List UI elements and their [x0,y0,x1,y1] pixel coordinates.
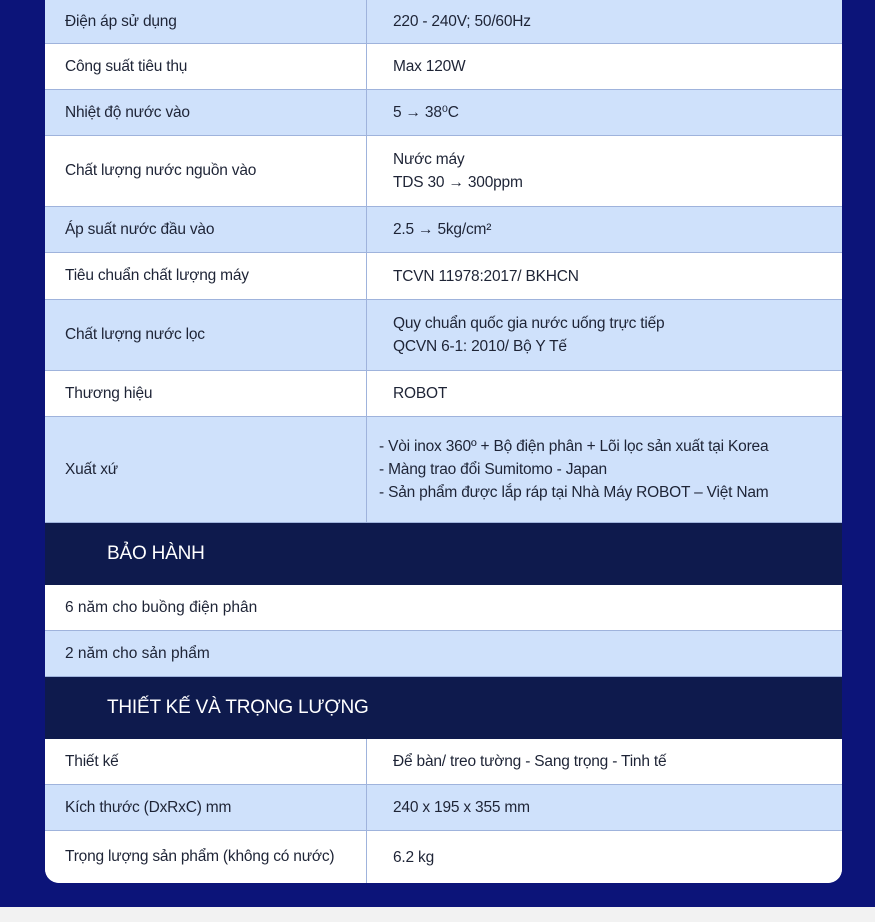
spec-value [393,0,833,43]
column-divider [366,831,367,883]
spec-label: Công suất tiêu thụ [65,57,188,75]
spec-value-line: - Vòi inox 360º + Bộ điện phân + Lõi lọc sản xuất tại Korea [379,438,769,455]
spec-row-input-pressure [45,207,842,253]
design-row-dimensions [45,785,842,831]
spec-row-brand [45,371,842,417]
spec-value [379,417,819,522]
spec-label: Thương hiệu [65,384,153,402]
warranty-item: 6 năm cho buồng điện phân [65,598,258,616]
spec-value [393,831,833,883]
design-row-design [45,739,842,785]
spec-row-filtered-water-quality [45,300,842,371]
spec-value [393,207,833,252]
spec-value-line: Nước máy [393,151,465,168]
column-divider [366,90,367,135]
column-divider [366,44,367,89]
spec-label: Thiết kế [65,752,119,770]
spec-value [393,371,833,416]
spec-value-line: TCVN 11978:2017/ BKHCN [393,267,579,285]
design-row-weight [45,831,842,883]
spec-row-source-water-quality [45,136,842,207]
bottom-strip [0,907,875,922]
column-divider [366,417,367,522]
spec-value [393,136,833,206]
spec-value-line: TDS 30 → 300ppm [393,174,523,191]
spec-value-line: QCVN 6-1: 2010/ Bộ Y Tế [393,338,567,355]
spec-row-quality-standard [45,253,842,300]
spec-label: Chất lượng nước lọc [65,326,205,343]
spec-label: Áp suất nước đầu vào [65,220,215,238]
spec-row-power [45,44,842,90]
column-divider [366,739,367,784]
design-weight-header [45,677,842,739]
spec-value-line: 5 → 38⁰C [393,104,459,121]
spec-label: Xuất xứ [65,460,118,478]
spec-value [393,300,833,370]
spec-value-line: 6.2 kg [393,848,435,866]
spec-value-line: - Màng trao đổi Sumitomo - Japan [379,461,607,478]
spec-value-line: Max 120W [393,58,466,75]
spec-value [393,739,833,784]
spec-value [393,44,833,89]
column-divider [366,0,367,43]
column-divider [366,207,367,252]
column-divider [366,785,367,830]
spec-row-water-temperature [45,90,842,136]
spec-value-line: 220 - 240V; 50/60Hz [393,13,531,30]
column-divider [366,136,367,206]
spec-label: Điện áp sử dụng [65,12,177,30]
column-divider [366,300,367,370]
spec-value [393,253,833,299]
spec-value [393,90,833,135]
column-divider [366,371,367,416]
spec-value-line: Quy chuẩn quốc gia nước uống trực tiếp [393,315,665,332]
warranty-item: 2 năm cho sản phẩm [65,644,210,662]
warranty-row [45,631,842,677]
section-title: BẢO HÀNH [107,543,205,564]
column-divider [366,253,367,299]
spec-label: Kích thước (DxRxC) mm [65,798,232,816]
spec-value [393,785,833,830]
warranty-row [45,585,842,631]
spec-value-line: ROBOT [393,385,448,402]
spec-label: Trọng lượng sản phẩm (không có nước) [65,848,335,865]
warranty-header [45,523,842,585]
spec-label: Chất lượng nước nguồn vào [65,162,257,179]
spec-label: Tiêu chuẩn chất lượng máy [65,267,249,284]
spec-label: Nhiệt độ nước vào [65,103,190,121]
section-title: THIẾT KẾ VÀ TRỌNG LƯỢNG [107,697,369,718]
spec-value-line: 240 x 195 x 355 mm [393,799,530,816]
spec-row-voltage [45,0,842,44]
spec-sheet [45,0,842,883]
spec-value-line: 2.5 → 5kg/cm² [393,221,492,238]
spec-row-origin [45,417,842,523]
spec-value-line: Để bàn/ treo tường - Sang trọng - Tinh tế [393,753,667,770]
spec-value-line: - Sản phẩm được lắp ráp tại Nhà Máy ROBOT – Việt Nam [379,484,769,501]
